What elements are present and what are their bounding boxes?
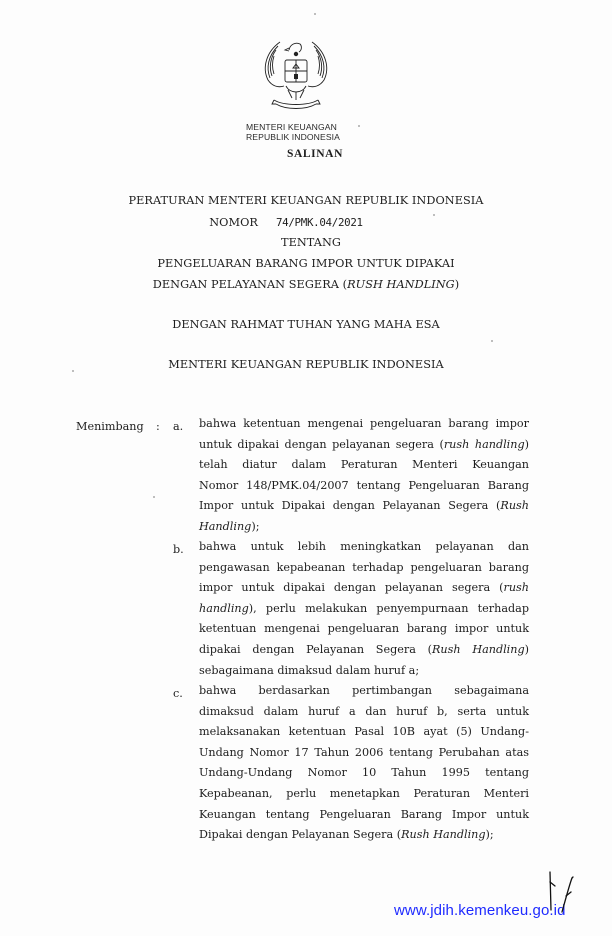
item-line [199,476,529,497]
item-line [199,414,529,435]
regulation-number [0,216,612,229]
italic-term: Rush Handling [401,828,486,842]
item-line [199,435,529,456]
item-line [199,599,529,620]
subject-line-1: PENGELUARAN BARANG IMPOR UNTUK DIPAKAI [157,257,455,270]
item-line [199,578,529,599]
line-text: pengawasan kepabeanan terhadap pengeluaran barang [199,560,529,574]
item-letter-b: b. [173,543,184,556]
line-text: Kepabeanan, perlu menetapkan Peraturan Menteri [199,786,529,800]
tentang-label: TENTANG [280,236,341,249]
line-text: Nomor 148/PMK.04/2007 tentang Pengeluaran Barang [199,478,529,492]
menimbang-colon: : [156,420,160,433]
scan-speck [358,125,360,127]
nomor-value: 74/PMK.04/2021 [275,216,363,229]
line-text: impor untuk dipakai dengan pelayanan segera ( [199,581,504,595]
item-line [199,743,529,764]
line-text: ); [485,828,494,842]
line-text: dipakai dengan Pelayanan Segera ( [199,642,432,656]
item-line [199,681,529,702]
line-text: ) [524,437,530,451]
italic-term: handling [199,601,249,615]
line-text: bahwa ketentuan mengenai pengeluaran barang impor [199,417,529,430]
italic-term: rush [503,581,529,595]
menimbang-label: Menimbang [76,420,144,433]
line-text: ), perlu melakukan penyempurnaan terhadap [248,601,529,615]
issuer: MENTERI KEUANGAN REPUBLIK INDONESIA [168,358,444,371]
subject-text: DENGAN PELAYANAN SEGERA ( [152,278,348,291]
consideration-item-c [199,681,529,846]
line-text: melaksanakan ketentuan Pasal 10B ayat (5) Undang- [199,725,529,739]
item-line [199,455,529,476]
scan-speck [433,214,435,216]
line-text: Impor untuk Dipakai dengan Pelayanan Segera ( [199,499,501,513]
item-line [199,805,529,826]
line-text: Undang Nomor 17 Tahun 2006 tentang Perubahan atas [199,745,529,759]
item-line [199,784,529,805]
line-text: sebagaimana dimaksud dalam huruf a; [199,663,420,677]
garuda-emblem-icon [256,34,336,116]
regulation-title: PERATURAN MENTERI KEUANGAN REPUBLIK INDONESIA [128,194,484,207]
nomor-label: NOMOR [209,216,258,229]
italic-term: Rush [500,499,529,513]
ministry-line-2: REPUBLIK INDONESIA [246,132,340,142]
item-line [199,661,529,682]
item-letter-a: a. [173,420,184,433]
italic-term: Rush Handling [432,642,525,656]
item-line [199,537,529,558]
scan-speck [72,370,74,372]
scan-speck [153,496,155,498]
line-text: ) [524,642,530,656]
scan-speck [491,340,493,342]
item-line [199,619,529,640]
consideration-item-a [199,414,529,538]
jdih-website-link[interactable]: www.jdih.kemenkeu.go.id [394,902,566,919]
item-line [199,702,529,723]
ministry-heading [246,122,340,142]
ministry-line-1: MENTERI KEUANGAN [246,122,337,132]
consideration-item-b [199,537,529,681]
item-line [199,496,529,517]
subject-text-end: ) [454,278,460,291]
subject-line-2 [0,278,612,291]
line-text: bahwa berdasarkan pertimbangan sebagaimana [199,684,529,697]
preamble: DENGAN RAHMAT TUHAN YANG MAHA ESA [172,318,440,331]
subject-italic-term: RUSH HANDLING [347,278,455,291]
line-text: Undang-Undang Nomor 10 Tahun 1995 tentang [199,766,529,780]
line-text: telah diatur dalam Peraturan Menteri Keuangan [199,458,529,472]
line-text: bahwa untuk lebih meningkatkan pelayanan dan [199,540,529,553]
item-line [199,825,529,846]
line-text: dimaksud dalam huruf a dan huruf b, serta untuk [199,704,529,718]
item-line [199,640,529,661]
line-text: Keuangan tentang Pengeluaran Barang Impor untuk [199,807,529,821]
item-line [199,558,529,579]
line-text: Dipakai dengan Pelayanan Segera ( [199,828,402,842]
item-line [199,722,529,743]
line-text: ); [251,519,260,533]
copy-label: SALINAN [287,148,343,160]
line-text: ketentuan mengenai pengeluaran barang impor untuk [199,622,529,636]
item-line [199,517,529,538]
italic-term: rush handling [443,437,525,451]
scan-speck [314,13,316,15]
line-text: untuk dipakai dengan pelayanan segera ( [199,437,444,451]
italic-term: Handling [199,519,252,533]
item-letter-c: c. [173,687,183,700]
item-line [199,763,529,784]
handwritten-initials-icon [542,868,602,918]
